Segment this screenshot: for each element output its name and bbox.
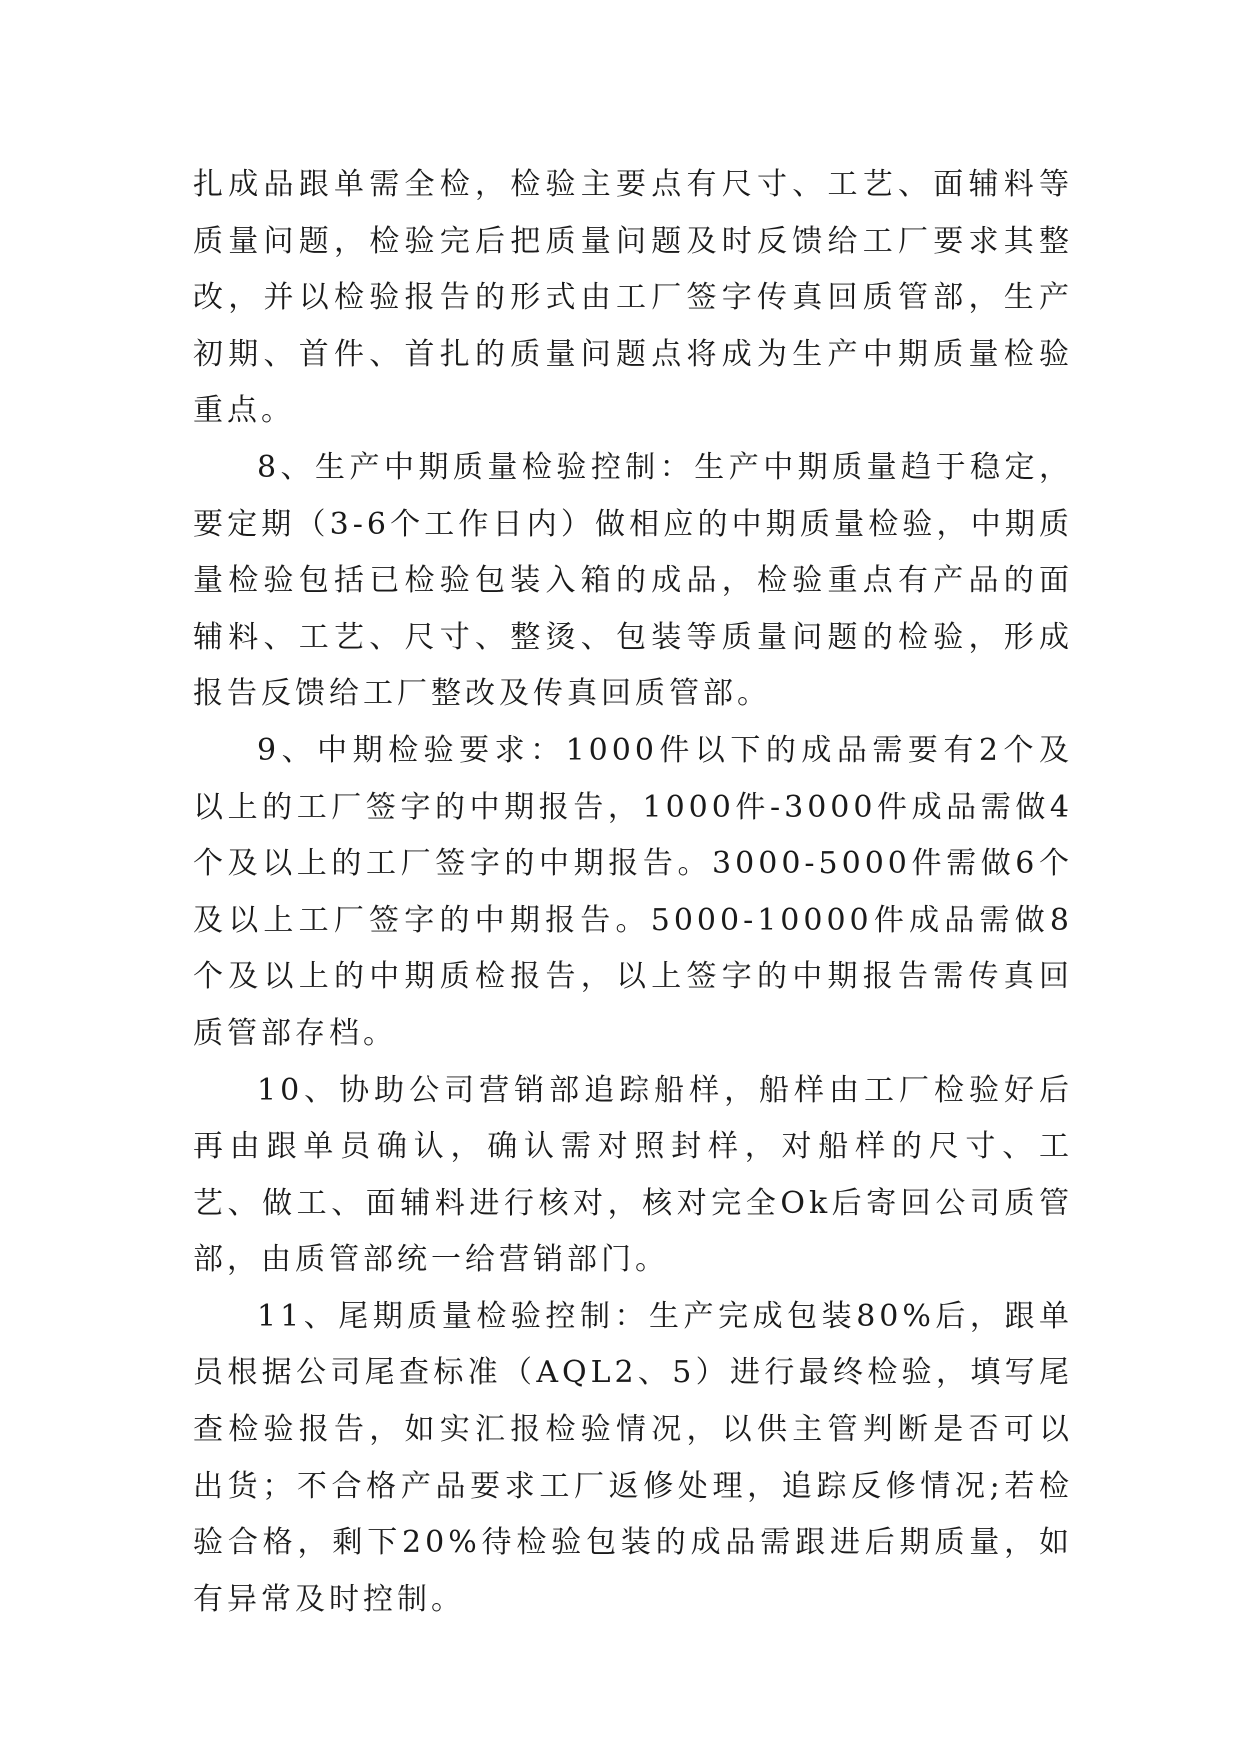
paragraph-item-9: 9、中期检验要求：1000件以下的成品需要有2个及以上的工厂签字的中期报告，1000件-3000件成品需做4个及以上的工厂签字的中期报告。3000-5000件需做6个及以上工厂签字的中期报告。5000-10000件成品需做8个及以上的中期质检报告，以上签字的中期报告需传真回质管部存档。 bbox=[193, 732, 1073, 1051]
paragraph-continuation: 扎成品跟单需全检，检验主要点有尺寸、工艺、面辅料等质量问题，检验完后把质量问题及时反馈给工厂要求其整改，并以检验报告的形式由工厂签字传真回质管部，生产初期、首件、首扎的质量问题点将成为生产中期质量检验重点。 bbox=[193, 167, 1073, 429]
paragraph-item-11: 11、尾期质量检验控制：生产完成包装80%后，跟单员根据公司尾查标准（AQL2、5）进行最终检验，填写尾查检验报告，如实汇报检验情况，以供主管判断是否可以出货；不合格产品要求工厂返修处理，追踪反修情况;若检验合格，剩下20%待检验包装的成品需跟进后期质量，如有异常及时控制。 bbox=[193, 1298, 1073, 1617]
document-body bbox=[193, 157, 1073, 1628]
paragraph-item-10: 10、协助公司营销部追踪船样，船样由工厂检验好后再由跟单员确认，确认需对照封样，对船样的尺寸、工艺、做工、面辅料进行核对，核对完全Ok后寄回公司质管部，由质管部统一给营销部门。 bbox=[193, 1072, 1073, 1278]
paragraph-item-8: 8、生产中期质量检验控制：生产中期质量趋于稳定，要定期（3-6个工作日内）做相应的中期质量检验，中期质量检验包括已检验包装入箱的成品，检验重点有产品的面辅料、工艺、尺寸、整烫、包装等质量问题的检验，形成报告反馈给工厂整改及传真回质管部。 bbox=[193, 449, 1073, 712]
